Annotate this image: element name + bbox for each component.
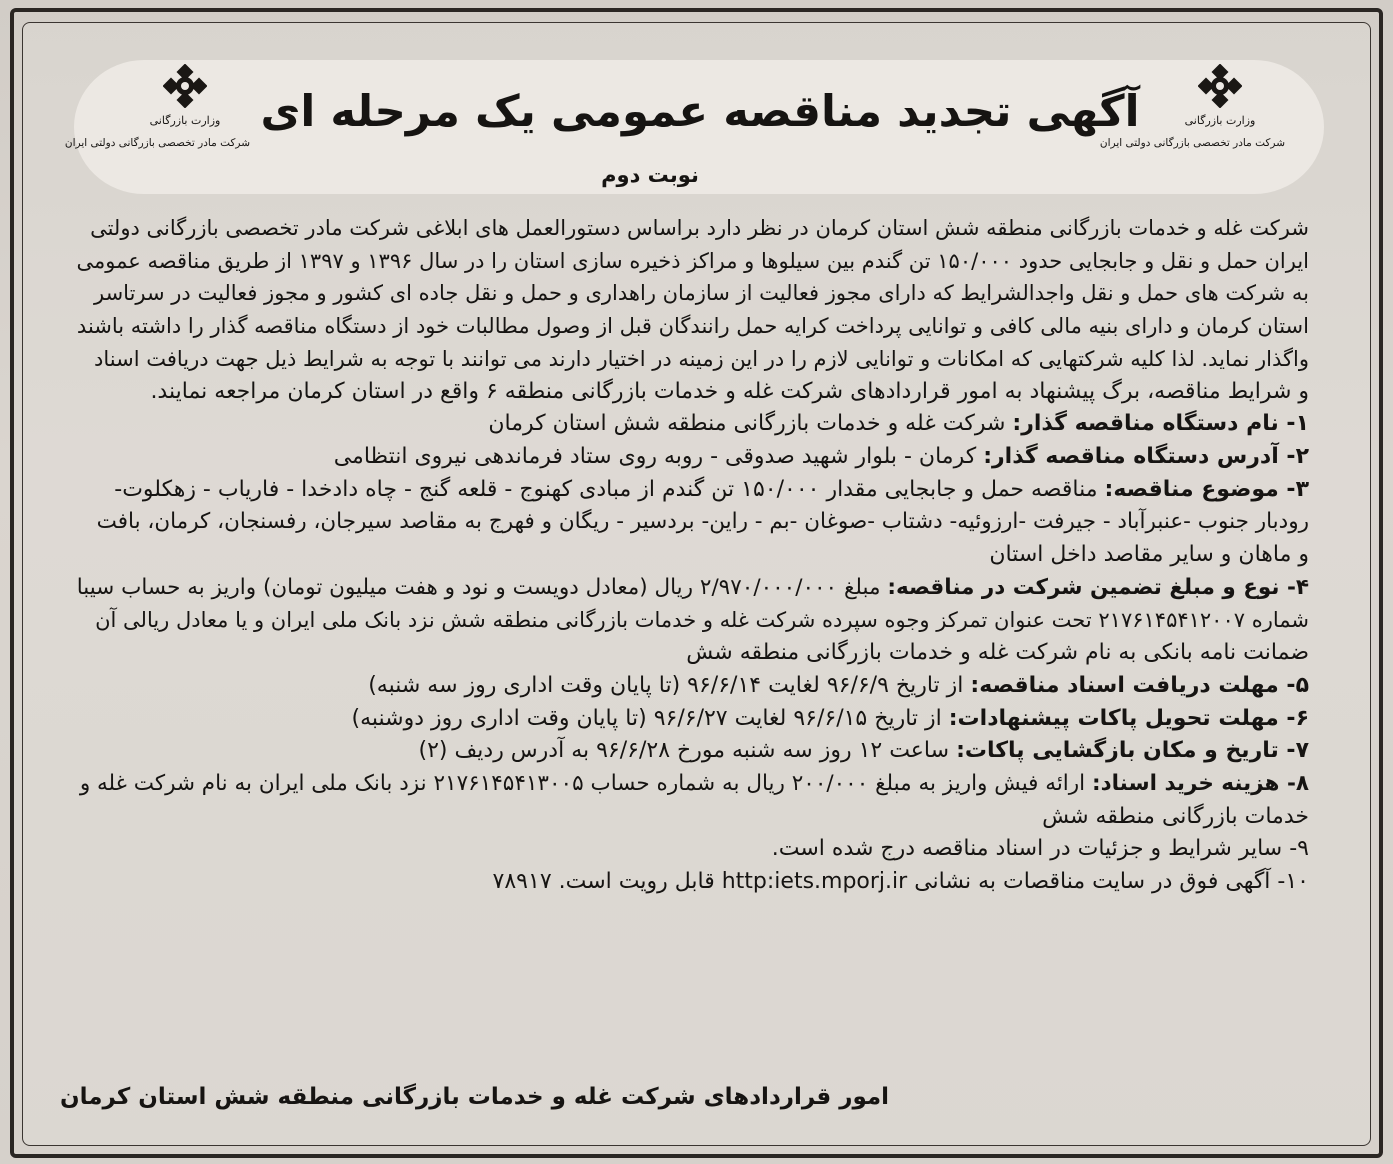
item-5 <box>77 670 1309 703</box>
ad-footer <box>60 1078 1110 1116</box>
item-label: ۳- موضوع مناقصه: <box>1104 476 1309 502</box>
ad-body <box>77 212 1309 899</box>
item-text: ساعت ۱۲ روز سه شنبه مورخ ۹۶/۶/۲۸ به آدرس ردیف (۲) <box>418 738 957 764</box>
company-name: شرکت مادر تخصصی بازرگانی دولتی ایران <box>1099 137 1285 149</box>
item-4-cont: ضمانت نامه بانکی به نام شرکت غله و خدمات بازرگانی منطقه شش <box>686 640 1309 666</box>
item-text: از تاریخ ۹۶/۶/۹ لغایت ۹۶/۶/۱۴ (تا پایان وقت اداری روز سه شنبه) <box>368 672 971 698</box>
item-text: شرکت غله و خدمات بازرگانی منطقه شش استان کرمان <box>488 411 1013 437</box>
item-4-cont: شماره ۲۱۷۶۱۴۵۴۱۲۰۰۷ تحت عنوان تمرکز وجوه سپرده شرکت غله و خدمات بازرگانی منطقه شش نزد بانک ملی ایران و یا معادل ریالی آن <box>95 608 1309 633</box>
item-1 <box>77 408 1309 441</box>
company-name: شرکت مادر تخصصی بازرگانی دولتی ایران <box>64 137 250 149</box>
item-text: مناقصه حمل و جابجایی مقدار ۱۵۰/۰۰۰ تن گندم از مبادی کهنوج - قلعه گنج - چاه دادخدا - فاریاب - زهکلوت- <box>114 476 1105 502</box>
emblem-icon <box>1198 64 1242 108</box>
ministry-name: وزارت بازرگانی <box>1184 114 1256 127</box>
item-label: ۱- نام دستگاه مناقصه گذار: <box>1012 411 1309 437</box>
intro-line: ایران حمل و نقل و جابجایی حدود ۱۵۰/۰۰۰ تن گندم بین سیلوها و مراکز ذخیره سازی استان را در سال ۱۳۹۶ و ۱۳۹۷ از طریق مناقصه عمومی <box>77 248 1309 273</box>
item-text: کرمان - بلوار شهید صدوقی - روبه روی ستاد فرماندهی نیروی انتظامی <box>333 443 984 469</box>
item-8 <box>77 768 1309 801</box>
item-3-cont: رودبار جنوب -عنبرآباد - جیرفت -ارزوئیه- دشتاب -صوغان -بم - راین- بردسیر - ریگان و فهرج به مقاصد سیرجان، رفسنجان، کرمان، بافت <box>96 509 1309 535</box>
item-label: ۵- مهلت دریافت اسناد مناقصه: <box>970 672 1309 698</box>
emblem-icon <box>163 64 207 108</box>
item-text: مبلغ ۲/۹۷۰/۰۰۰/۰۰۰ ریال (معادل دویست و نود و هفت میلیون تومان) واریز به حساب سیبا <box>77 574 888 600</box>
item-text: ارائه فیش واریز به مبلغ ۲۰۰/۰۰۰ ریال به شماره حساب ۲۱۷۶۱۴۵۴۱۳۰۰۵ نزد بانک ملی ایران به نام شرکت غله و <box>79 770 1092 796</box>
item-10: ۱۰- آگهی فوق در سایت مناقصات به نشانی http:iets.mporj.ir قابل رویت است. ۷۸۹۱۷ <box>492 869 1309 895</box>
intro-line: و شرایط مناقصه، برگ پیشنهاد به امور قراردادهای شرکت غله و خدمات بازرگانی منطقه ۶ واقع در استان کرمان مراجعه نمایند. <box>150 378 1309 404</box>
item-3 <box>77 474 1309 507</box>
item-4 <box>77 572 1309 605</box>
ad-title: آگهی تجدید مناقصه عمومی یک مرحله ای <box>260 87 1140 137</box>
intro-line: شرکت غله و خدمات بازرگانی منطقه شش استان کرمان در نظر دارد براساس دستورالعمل های ابلاغی شرکت مادر تخصصی بازرگانی دولتی <box>90 216 1309 240</box>
item-9: ۹- سایر شرایط و جزئیات در اسناد مناقصه درج شده است. <box>771 836 1309 862</box>
intro-line: واگذار نماید. لذا کلیه شرکتهایی که امکانات و توانایی لازم را در این زمینه در اختیار دارند می توانند با توجه به شرایط ذیل جهت دریافت اسناد <box>94 346 1309 371</box>
item-8-cont: خدمات بازرگانی منطقه شش <box>1042 803 1309 829</box>
ministry-logo-right <box>1099 64 1285 149</box>
item-text: از تاریخ ۹۶/۶/۱۵ لغایت ۹۶/۶/۲۷ (تا پایان وقت اداری روز دوشنبه) <box>351 705 949 731</box>
item-3-cont: و ماهان و سایر مقاصد داخل استان <box>989 542 1309 568</box>
item-6 <box>77 703 1309 736</box>
intro-line: استان کرمان و دارای بنیه مالی کافی و توانایی پرداخت کرایه حمل رانندگان قبل از وصول مطالبات خود از دستگاه مناقصه گذار را داشته باشند <box>77 314 1309 339</box>
footer-signature: امور قراردادهای شرکت غله و خدمات بازرگانی منطقه شش استان کرمان <box>60 1084 890 1110</box>
item-2 <box>77 441 1309 474</box>
ministry-logo-left <box>64 64 250 149</box>
item-label: ۴- نوع و مبلغ تضمین شرکت در مناقصه: <box>887 574 1309 600</box>
item-7 <box>77 735 1309 768</box>
intro-line: به شرکت های حمل و نقل واجدالشرایط که دارای مجوز فعالیت از سازمان راهداری و حمل و نقل جاده ای کشور و مجوز فعالیت در سرتاسر <box>94 281 1309 306</box>
item-label: ۷- تاریخ و مکان بازگشایی پاکات: <box>956 738 1309 764</box>
ad-subtitle: نوبت دوم <box>601 163 699 187</box>
item-label: ۲- آدرس دستگاه مناقصه گذار: <box>983 443 1309 469</box>
item-label: ۶- مهلت تحویل پاکات پیشنهادات: <box>948 705 1309 731</box>
ministry-name: وزارت بازرگانی <box>149 114 221 127</box>
item-label: ۸- هزینه خرید اسناد: <box>1091 770 1309 796</box>
